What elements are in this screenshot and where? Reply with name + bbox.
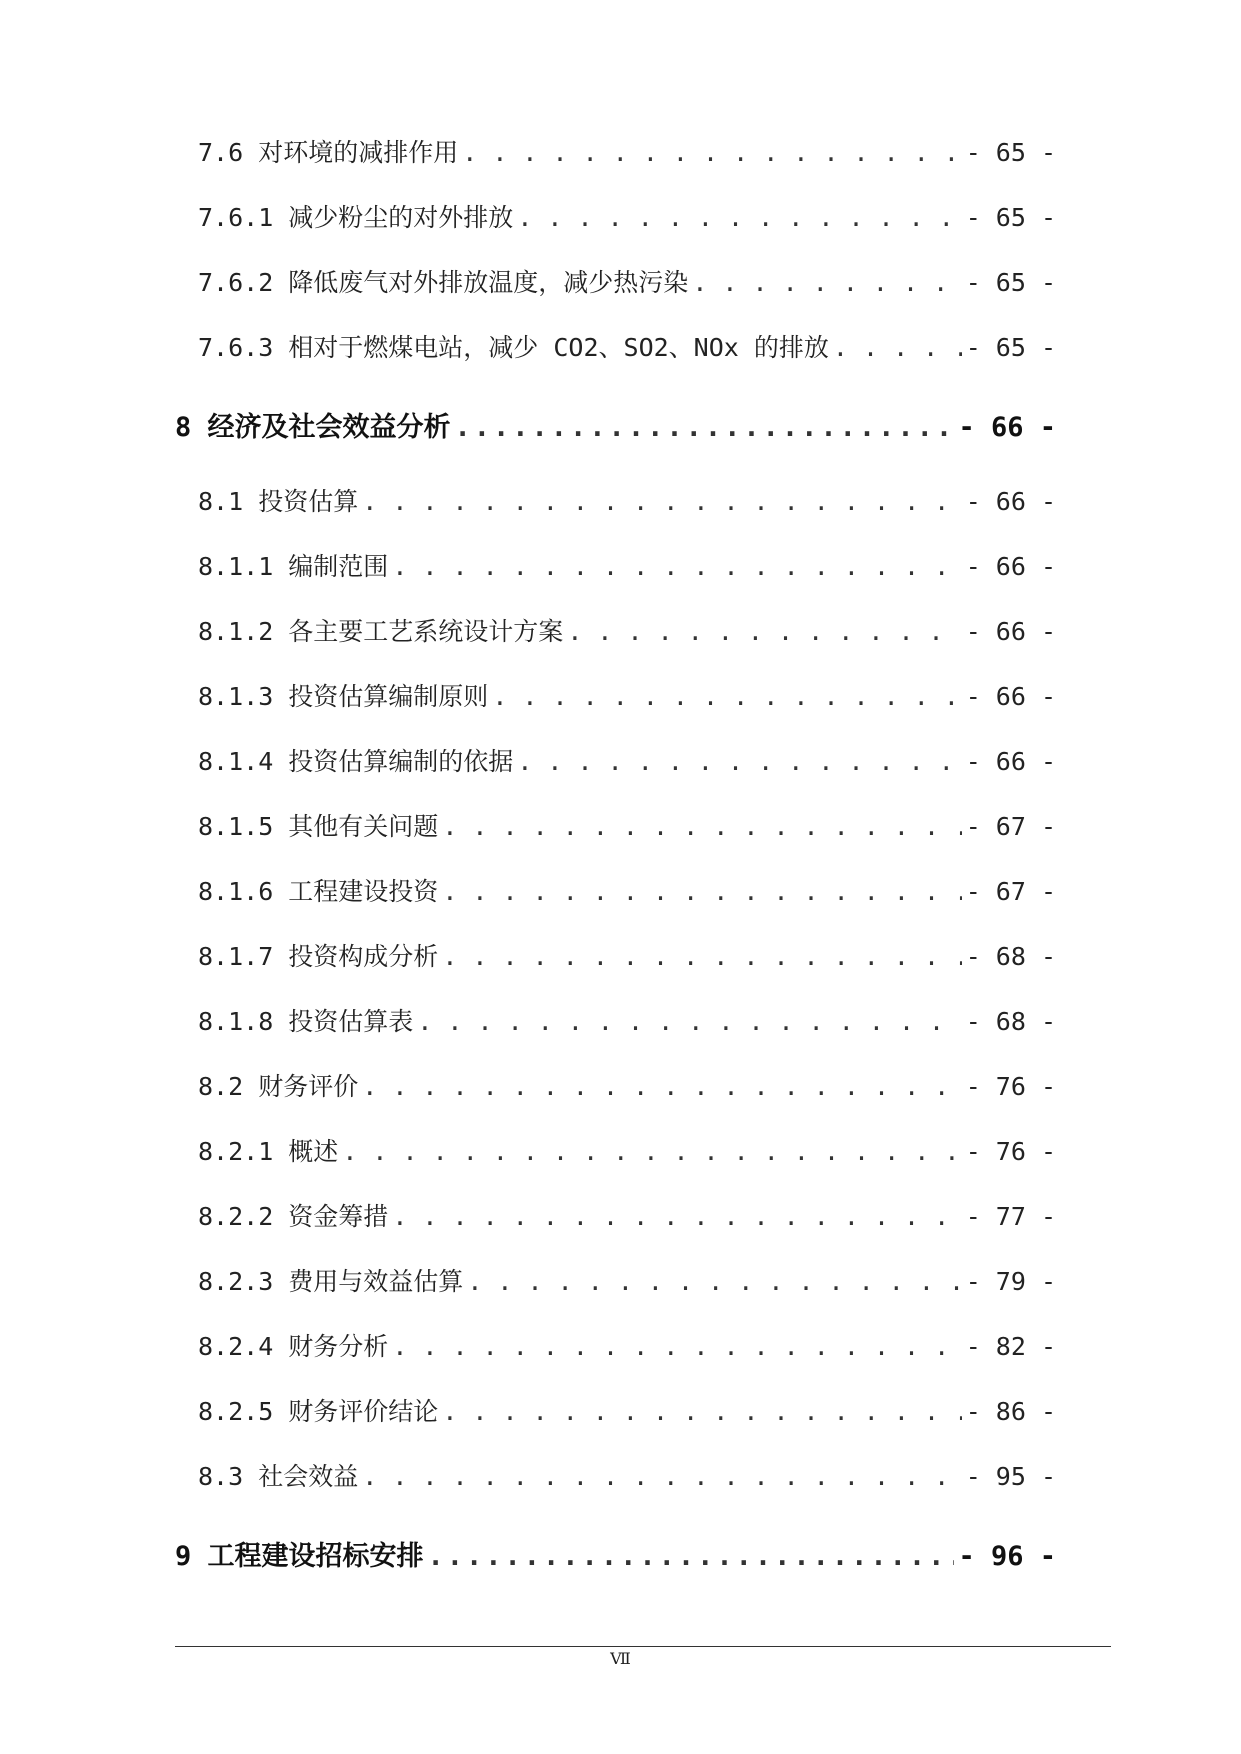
toc-dot-leader: [462, 138, 961, 167]
toc-entry-label: 8.2.3 费用与效益估算: [198, 1267, 464, 1296]
toc-page-number: - 67 -: [965, 812, 1056, 841]
toc-entry[interactable]: [198, 198, 1056, 234]
toc-dot-leader: [442, 812, 961, 841]
toc-entry[interactable]: [198, 1197, 1056, 1233]
toc-entry[interactable]: [198, 1067, 1056, 1103]
toc-entry-label: 8.2.1 概述: [198, 1137, 339, 1166]
toc-entry[interactable]: [198, 328, 1056, 364]
toc-entry[interactable]: [198, 937, 1056, 973]
toc-page-number: - 65 -: [965, 268, 1056, 297]
footer-divider: [175, 1646, 1111, 1647]
toc-page-number: - 66 -: [965, 747, 1056, 776]
toc-dot-leader: [692, 268, 961, 297]
toc-page-number: - 67 -: [965, 877, 1056, 906]
toc-dot-leader: [467, 1267, 961, 1296]
toc-dot-leader: [833, 333, 962, 362]
footer-page-number: Ⅶ: [610, 1651, 631, 1668]
toc-entry-label: 8.1.7 投资构成分析: [198, 942, 439, 971]
toc-page-number: - 66 -: [965, 487, 1056, 516]
toc-entry[interactable]: [198, 612, 1056, 648]
toc-entry-label: 7.6.3 相对于燃煤电站，减少 CO2、SO2、NOx 的排放: [198, 333, 829, 362]
toc-entry-label: 8.1.3 投资估算编制原则: [198, 682, 489, 711]
toc-entry[interactable]: [198, 263, 1056, 299]
toc-dot-leader: [428, 1541, 955, 1572]
toc-dot-leader: [362, 487, 961, 516]
toc-entry-label: 8.2.2 资金筹措: [198, 1202, 389, 1231]
toc-page-number: - 68 -: [965, 1007, 1056, 1036]
toc-dot-leader: [442, 942, 961, 971]
toc-entry-label: 8.1.6 工程建设投资: [198, 877, 439, 906]
toc-entry-label: 7.6 对环境的减排作用: [198, 138, 459, 167]
toc-dot-leader: [455, 412, 955, 443]
toc-page-number: - 65 -: [965, 138, 1056, 167]
toc-entry-label: 8.1.5 其他有关问题: [198, 812, 439, 841]
toc-entry-label: 8.1.2 各主要工艺系统设计方案: [198, 617, 564, 646]
toc-page-number: - 96 -: [958, 1541, 1056, 1572]
toc-entry-label: 8.2 财务评价: [198, 1072, 359, 1101]
toc-dot-leader: [517, 747, 961, 776]
toc-dot-leader: [392, 1332, 961, 1361]
toc-page-number: - 77 -: [965, 1202, 1056, 1231]
toc-chapter-label: 9 工程建设招标安排: [175, 1541, 424, 1572]
toc-entry[interactable]: [198, 1132, 1056, 1168]
toc-chapter-entry[interactable]: [175, 1534, 1056, 1573]
toc-page-number: - 66 -: [958, 412, 1056, 443]
toc-page-number: - 66 -: [965, 617, 1056, 646]
toc-dot-leader: [362, 1072, 961, 1101]
toc-entry[interactable]: [198, 872, 1056, 908]
toc-dot-leader: [392, 552, 961, 581]
toc-dot-leader: [342, 1137, 961, 1166]
toc-dot-leader: [492, 682, 961, 711]
toc-dot-leader: [362, 1462, 961, 1491]
toc-page-number: - 82 -: [965, 1332, 1056, 1361]
toc-dot-leader: [442, 1397, 961, 1426]
toc-entry[interactable]: [198, 1262, 1056, 1298]
toc-entry[interactable]: [198, 133, 1056, 169]
toc-entry[interactable]: [198, 807, 1056, 843]
toc-entry[interactable]: [198, 677, 1056, 713]
toc-page-number: - 65 -: [965, 203, 1056, 232]
toc-entry[interactable]: [198, 1327, 1056, 1363]
toc-page-number: - 68 -: [965, 942, 1056, 971]
toc-entry-label: 7.6.1 减少粉尘的对外排放: [198, 203, 514, 232]
toc-dot-leader: [567, 617, 961, 646]
toc-entry[interactable]: [198, 1392, 1056, 1428]
toc-dot-leader: [517, 203, 961, 232]
toc-page-number: - 65 -: [965, 333, 1056, 362]
toc-page-number: - 79 -: [965, 1267, 1056, 1296]
toc-entry-label: 8.1.8 投资估算表: [198, 1007, 414, 1036]
toc-page-number: - 76 -: [965, 1137, 1056, 1166]
toc-dot-leader: [417, 1007, 961, 1036]
toc-entry-label: 8.1.1 编制范围: [198, 552, 389, 581]
toc-entry[interactable]: [198, 547, 1056, 583]
toc-entry[interactable]: [198, 482, 1056, 518]
toc-entry-label: 8.1 投资估算: [198, 487, 359, 516]
toc-entry-label: 8.2.4 财务分析: [198, 1332, 389, 1361]
toc-page-number: - 76 -: [965, 1072, 1056, 1101]
toc-entry[interactable]: [198, 742, 1056, 778]
toc-dot-leader: [442, 877, 961, 906]
toc-chapter-entry[interactable]: [175, 405, 1056, 444]
toc-page-number: - 66 -: [965, 552, 1056, 581]
toc-page-number: - 95 -: [965, 1462, 1056, 1491]
toc-entry[interactable]: [198, 1002, 1056, 1038]
toc-chapter-label: 8 经济及社会效益分析: [175, 412, 451, 443]
toc-dot-leader: [392, 1202, 961, 1231]
toc-entry-label: 8.3 社会效益: [198, 1462, 359, 1491]
toc-entry-label: 8.1.4 投资估算编制的依据: [198, 747, 514, 776]
toc-page-number: - 86 -: [965, 1397, 1056, 1426]
toc-entry-label: 7.6.2 降低废气对外排放温度，减少热污染: [198, 268, 689, 297]
toc-page-number: - 66 -: [965, 682, 1056, 711]
toc-entry[interactable]: [198, 1457, 1056, 1493]
toc-entry-label: 8.2.5 财务评价结论: [198, 1397, 439, 1426]
